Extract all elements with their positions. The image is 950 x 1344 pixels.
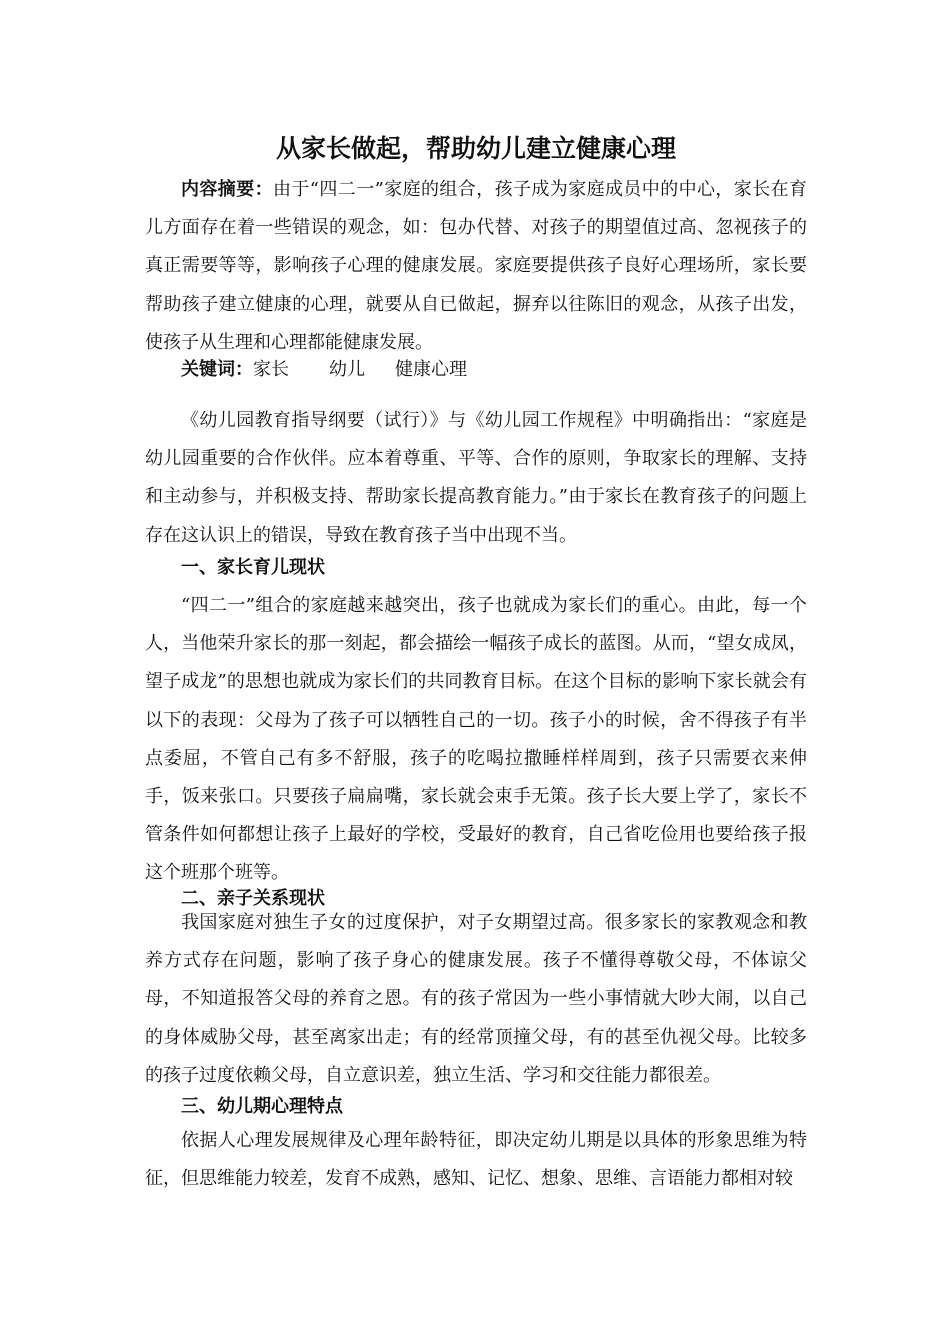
abstract-text: 由于“四二一”家庭的组合，孩子成为家庭成员中的中心，家长在育儿方面存在着一些错误的观念，如：包办代替、对孩子的期望值过高、忽视孩子的真正需要等等，影响孩子心理的健康发展。家庭要提供孩子良好心理场所，家长要帮助孩子建立健康的心理，就要从自已做起，摒弃以往陈旧的观念，从孩子出发，使孩子从生理和心理都能健康发展。 — [145, 179, 807, 353]
keywords-line — [145, 351, 807, 389]
keyword-item: 家长 — [253, 359, 289, 380]
section-heading: 二、亲子关系现状 — [181, 888, 325, 909]
section-paragraph: 依据人心理发展规律及心理年龄特征，即决定幼儿期是以具体的形象思维为特征，但思维能力较差，发育不成熟，感知、记忆、想象、思维、言语能力都相对较 — [145, 1130, 807, 1190]
section-heading: 一、家长育儿现状 — [181, 557, 325, 578]
section-paragraph: “四二一”组合的家庭越来越突出，孩子也就成为家长们的重心。由此，每一个人，当他荣升家长的那一刻起，都会描绘一幅孩子成长的蓝图。从而，“望女成凤，望子成龙”的思想也就成为家长们的共同教育目标。在这个目标的影响下家长就会有以下的表现：父母为了孩子可以牺牲自己的一切。孩子小的时候，舍不得孩子有半点委屈，不管自己有多不舒服，孩子的吃喝拉撒睡样样周到，孩子只需要衣来伸手，饭来张口。只要孩子扁扁嘴，家长就会束手无策。孩子长大要上学了，家长不管条件如何都想让孩子上最好的学校，受最好的教育，自己省吃俭用也要给孩子报这个班那个班等。 — [145, 595, 807, 884]
keyword-item: 健康心理 — [395, 359, 467, 380]
section-heading: 三、幼儿期心理特点 — [181, 1096, 343, 1117]
intro-paragraph: 《幼儿园教育指导纲要（试行）》与《幼儿园工作规程》中明确指出：“家庭是幼儿园重要的合作伙伴。应本着尊重、平等、合作的原则，争取家长的理解、支持和主动参与，并积极支持、帮助家长提高教育能力。”由于家长在教育孩子的问题上存在这认识上的错误，导致在教育孩子当中出现不当。 — [145, 410, 807, 546]
keyword-item: 幼儿 — [329, 359, 365, 380]
document-title: 从家长做起，帮助幼儿建立健康心理 — [275, 134, 676, 163]
keywords-label: 关键词： — [181, 359, 253, 380]
abstract-label: 内容摘要： — [181, 179, 273, 200]
section-paragraph: 我国家庭对独生子女的过度保护，对子女期望过高。很多家长的家教观念和教养方式存在问题，影响了孩子身心的健康发展。孩子不懂得尊敬父母，不体谅父母，不知道报答父母的养育之恩。有的孩子常因为一些小事情就大吵大闹，以自己的身体威胁父母，甚至离家出走；有的经常顶撞父母，有的甚至仇视父母。比较多的孩子过度依赖父母，自立意识差，独立生活、学习和交往能力都很差。 — [145, 912, 807, 1086]
abstract-paragraph — [145, 171, 807, 362]
